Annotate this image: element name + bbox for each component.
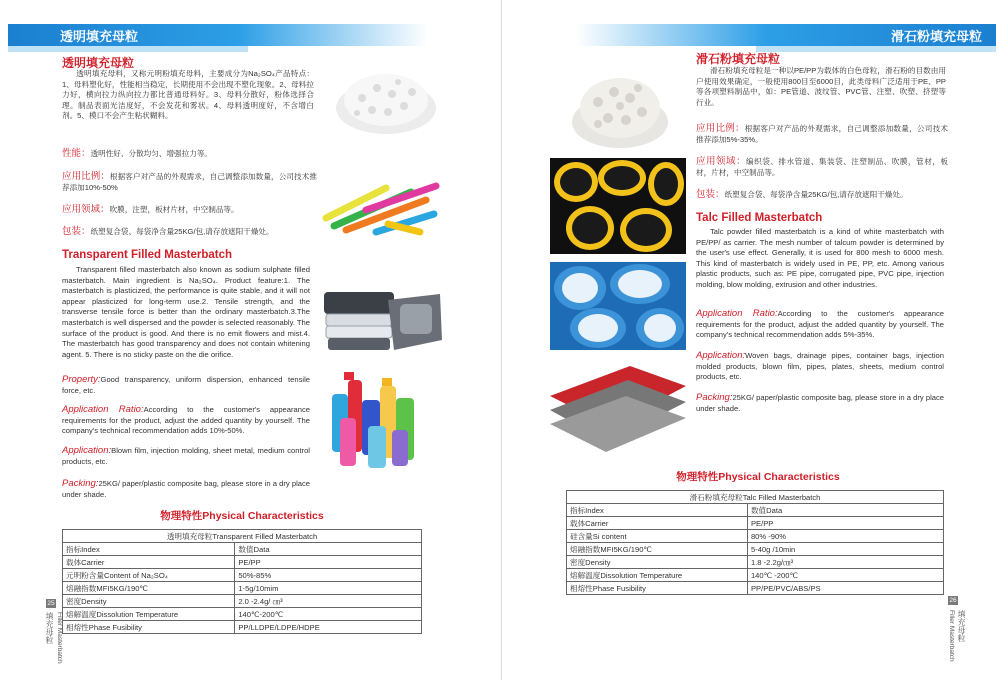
left-page-number: 25 <box>47 600 55 607</box>
blue-pipes-image <box>550 262 686 350</box>
right-table-label-cell: 密度Density <box>567 556 748 569</box>
left-table-label-cell: 熔融指数MFI5KG/190℃ <box>63 582 235 595</box>
left-table-row <box>63 595 422 608</box>
right-heading-cn: 滑石粉填充母粒 <box>696 52 781 66</box>
right-table-row <box>567 582 944 595</box>
right-table-label-cell: 熔融指数MFI5KG/190℃ <box>567 543 748 556</box>
right-ratio-cn: 应用比例：根据客户对产品的外观需求，自己调整添加数量，公司技术推荐添加5%-35%。 <box>696 123 948 144</box>
right-intro-en: Talc powder filled masterbatch is a kind of white masterbatch with PE/PP/ as carrier. The mesh number of talcum powder is determined by the user's use effect. Generally, it is used for 800 mesh to 6000 mesh. This kind of masterbatch is widely used in PE, PP, etc. Among various plastic products, such as: PE pipe, corrugated pipe, PVC pipe, injection molding, blow molding, extrusion and other industries. <box>696 227 944 289</box>
left-field-cn: 应用领域：吹膜，注塑，板材片材，中空制品等。 <box>62 204 239 215</box>
left-table-value-cell: 50%-85% <box>235 569 422 582</box>
left-property-en: Property:Good transparency, uniform dispersion, enhanced tensile force, etc. <box>62 374 310 395</box>
left-table-row <box>63 556 422 569</box>
talc-granules-image <box>568 62 672 152</box>
left-table-row <box>63 543 422 556</box>
left-table-row <box>63 569 422 582</box>
left-table-label-cell: 熔解温度Dissolution Temperature <box>63 608 235 621</box>
right-table-value-cell: PE/PP <box>747 517 943 530</box>
right-side-label-en: Filler Masterbatch <box>948 610 955 662</box>
left-table-caption: 透明填充母粒Transparent Filled Masterbatch <box>63 530 422 543</box>
right-page <box>502 0 1004 680</box>
left-ratio-cn: 应用比例：根据客户对产品的外观需求，自己调整添加数量，公司技术推荐添加10%-50% <box>62 171 317 192</box>
left-phys-title: 物理特性Physical Characteristics <box>160 510 324 522</box>
left-table-row <box>63 608 422 621</box>
left-table-label-cell: 密度Density <box>63 595 235 608</box>
left-packing-cn: 包装：纸塑复合袋、每袋净含量25KG/包,请存放遮阳干燥处。 <box>62 226 274 237</box>
left-table-row <box>63 582 422 595</box>
left-intro-cn: 透明填充母料，又称元明粉填充母料，主要成分为Na₂SO₄产品特点：1、母料塑化好，性能相当稳定，长期使用不会出现不塑化现象。2、母料拉力好，横向拉力纵向拉力都比普通母料好。3、母料分散好，粉体选择合理。制品表面光洁度好，不会发花和雾状。4、母料透明度好，不含增白剂。5、模口不会产生粘状糊料。 <box>62 69 314 121</box>
left-intro-en: Transparent filled masterbatch also known as sodium sulphate filled masterbatch. Main ingredient is Na₂SO₄. Product feature:1. The masterbatch is plasticized, the performance is quite stable, and it will not appear plasticized for long-term use.2. Tensile strength, and the transverse tensile force is better than the ordinary masterbatch.3.The masterbatch is well dispersed and the powder is selected reasonably. The surface of the product is good. And there is no emit flowers and mist.4. The masterbatch has good transparency and does not contain whitening agent. 5. There is no sticky paste on the die orifice. <box>62 265 310 359</box>
right-table-row <box>567 543 944 556</box>
cable-ties-image <box>316 170 441 245</box>
left-side-label-en: Filler Masterbatch <box>56 612 63 664</box>
left-banner-stripe <box>8 46 248 52</box>
left-property-cn: 性能：透明性好、分散均匀、增强拉力等。 <box>62 148 213 159</box>
right-table-caption: 滑石粉填充母粒Talc Filled Masterbatch <box>567 491 944 504</box>
right-table-value-cell: 140℃ -200℃ <box>747 569 943 582</box>
right-table-value-cell: 80% -90% <box>747 530 943 543</box>
left-heading-cn: 透明填充母粒 <box>62 56 135 70</box>
right-table-value-cell: PP/PE/PVC/ABS/PS <box>747 582 943 595</box>
right-banner-stripe <box>756 46 996 52</box>
right-table-label-cell: 相熔性Phase Fusibility <box>567 582 748 595</box>
left-table-value-cell: 2.0 -2.4g/ ㎝³ <box>235 595 422 608</box>
left-table-value-cell: PE/PP <box>235 556 422 569</box>
left-table-label-cell: 指标Index <box>63 543 235 556</box>
left-table-value-cell: 数值Data <box>235 543 422 556</box>
right-intro-cn: 滑石粉填充母粒是一种以PE/PP为载体的白色母粒，滑石粉的目数由用户使用效果确定，一般使用800目至6000目，此类母料广泛适用于PE、PP等各项塑料制品中，如：PE管道、波纹管、PVC管、注塑、吹塑、挤塑等行业。 <box>696 66 946 107</box>
right-table-value-cell: 数值Data <box>747 504 943 517</box>
right-table-row <box>567 530 944 543</box>
right-page-number: 26 <box>949 597 957 604</box>
right-spec-table <box>566 490 944 595</box>
left-side-label-cn: 填充母粒 <box>45 612 54 644</box>
right-table-value-cell: 5-40g /10min <box>747 543 943 556</box>
right-field-cn: 应用领域：编织袋、排水管道、集装袋、注塑制品、吹膜，管材，板材，片材，中空制品等。 <box>696 156 948 177</box>
plastic-bottles-image <box>330 370 430 470</box>
left-spec-table <box>62 529 422 634</box>
right-table-row <box>567 556 944 569</box>
left-table-row <box>63 621 422 634</box>
right-table-label-cell: 熔解温度Dissolution Temperature <box>567 569 748 582</box>
left-table-label-cell: 元明粉含量Content of Na₂SO₄ <box>63 569 235 582</box>
right-packing-en: Packing:25KG/ paper/plastic composite bag, please store in a dry place under shade. <box>696 392 944 413</box>
sheet-plates-image <box>550 356 686 452</box>
left-table-value-cell: 1-5g/10mim <box>235 582 422 595</box>
left-ratio-en: Application Ratio:According to the customer's appearance requirements for the product, adjust the added quantity by yourself. The company's technical recommendation adds 10%-50%. <box>62 404 310 436</box>
left-packing-en: Packing:25KG/ paper/plastic composite bag, please store in a dry place under shade. <box>62 478 310 499</box>
left-heading-en: Transparent Filled Masterbatch <box>62 249 232 261</box>
left-banner-title: 透明填充母粒 <box>60 28 139 44</box>
right-side-label-cn: 填充母粒 <box>957 610 966 642</box>
right-table-row <box>567 569 944 582</box>
right-table-row <box>567 517 944 530</box>
right-banner <box>576 24 996 46</box>
left-table-value-cell: PP/LLDPE/LDPE/HDPE <box>235 621 422 634</box>
left-application-en: Application:Blown film, injection molding, sheet metal, medium control products, etc. <box>62 445 310 466</box>
right-table-label-cell: 硅含量Si content <box>567 530 748 543</box>
right-application-en: Application:Woven bags, drainage pipes, container bags, injection molded products, blown film, pipes, plates, sheets, medium control products, etc. <box>696 350 944 382</box>
left-table-label-cell: 相熔性Phase Fusibility <box>63 621 235 634</box>
right-heading-en: Talc Filled Masterbatch <box>696 212 823 224</box>
right-table-value-cell: 1.8 -2.2g/㎝³ <box>747 556 943 569</box>
left-banner <box>8 24 428 46</box>
right-table-row <box>567 504 944 517</box>
white-granules-image <box>332 58 440 138</box>
right-table-label-cell: 指标Index <box>567 504 748 517</box>
left-table-value-cell: 140℃-200℃ <box>235 608 422 621</box>
corrugated-pipes-image <box>550 158 686 254</box>
right-packing-cn: 包装：纸塑复合袋、每袋净含量25KG/包,请存放遮阳干燥处。 <box>696 189 908 200</box>
left-table-label-cell: 载体Carrier <box>63 556 235 569</box>
right-table-label-cell: 载体Carrier <box>567 517 748 530</box>
transparent-containers-image <box>318 280 446 358</box>
right-banner-title: 滑石粉填充母粒 <box>890 28 982 44</box>
right-ratio-en: Application Ratio:According to the customer's appearance requirements for the product, adjust the added quantity by yourself. The company's technical recommendation adds 5%-35%. <box>696 308 944 340</box>
right-phys-title: 物理特性Physical Characteristics <box>676 471 840 483</box>
